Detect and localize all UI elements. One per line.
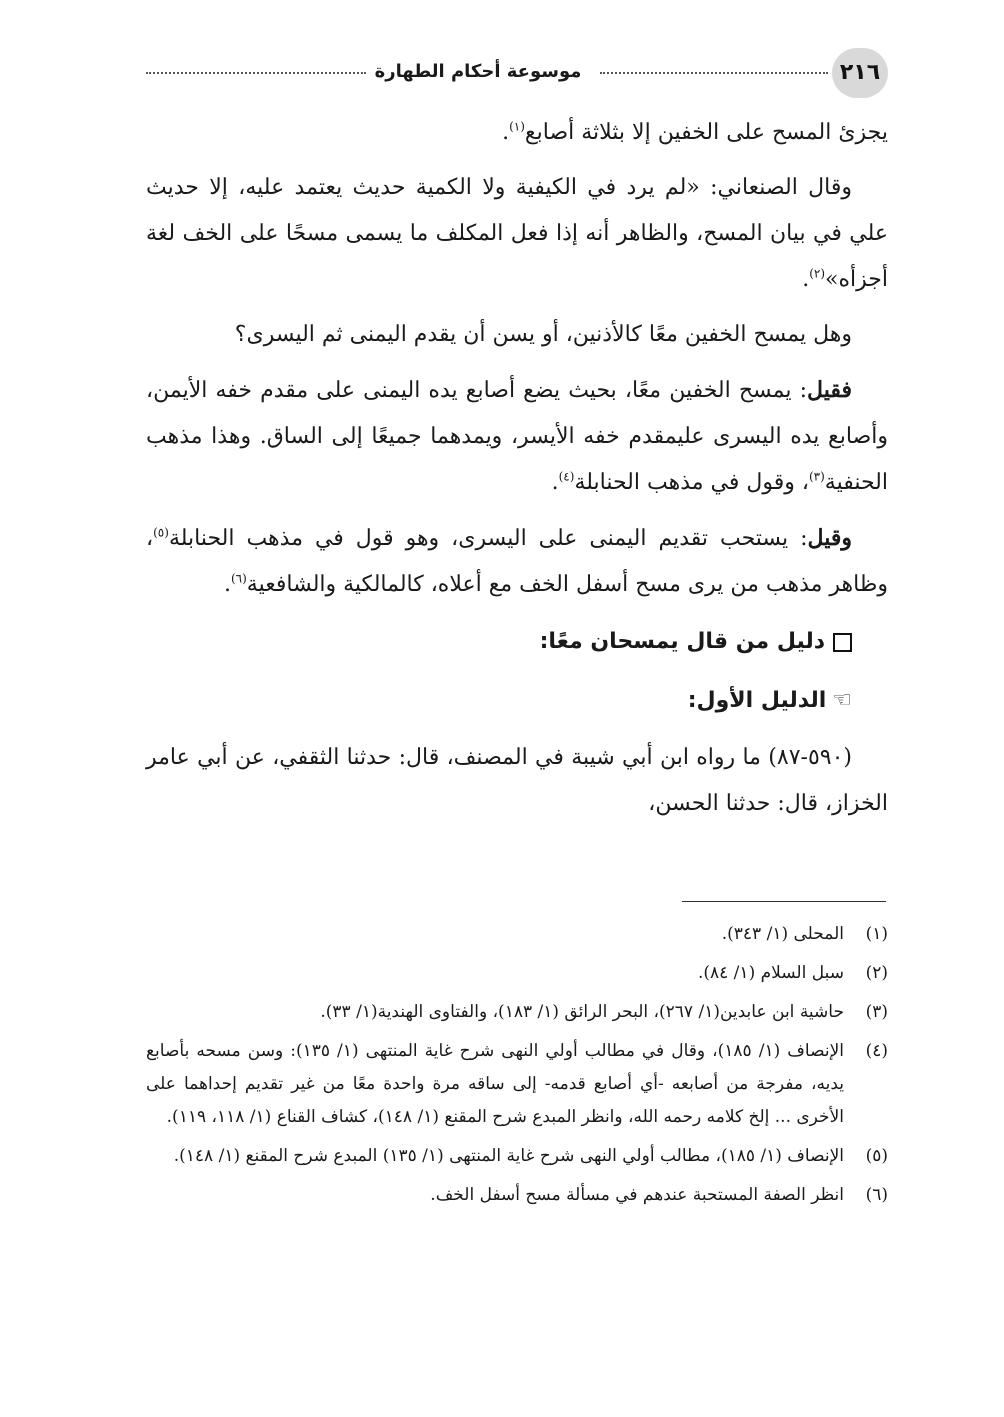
footnote-number: (٢) <box>865 963 888 983</box>
header-dotted-rule-left <box>146 72 366 74</box>
paragraph-6: (٥٩٠-٨٧) ما رواه ابن أبي شيبة في المصنف، قال: حدثنا الثقفي، عن أبي عامر الخزاز، قال: حدثنا الحسن، <box>146 745 888 816</box>
book-title: موسوعة أحكام الطهارة <box>374 61 582 82</box>
main-text <box>146 110 888 836</box>
section-heading: دليل من قال يمسحان معًا: <box>146 617 888 667</box>
footnotes <box>146 918 888 1218</box>
footnote-text: حاشية ابن عابدين(١/ ٢٦٧)، البحر الرائق (١/ ١٨٣)، والفتاوى الهندية(١/ ٣٣). <box>320 1002 844 1022</box>
footnote-item <box>146 918 888 951</box>
footnote-item <box>146 1035 888 1134</box>
paragraph-2: وقال الصنعاني: «لم يرد في الكيفية ولا الكمية حديث يعتمد عليه، إلا حديث علي في بيان المسح، والظاهر أنه إذا فعل المكلف ما يسمى مسحًا على الخف لغة أجزأه»$^{(٢)}$. <box>146 175 888 292</box>
footnote-ref-2[interactable]: (٢) <box>809 266 826 281</box>
footnote-item <box>146 996 888 1029</box>
paragraph-3: وهل يمسح الخفين معًا كالأذنين، أو يسن أن يقدم اليمنى ثم اليسرى؟ <box>234 322 852 347</box>
checkbox-square-icon <box>833 633 852 652</box>
paragraph-5: وقيل: يستحب تقديم اليمنى على اليسرى، وهو قول في مذهب الحنابلة$^{(٥)}$، وظاهر مذهب من يرى مسح أسفل الخف مع أعلاه، كالمالكية والشافعية$^{(٦)}$. <box>146 525 888 597</box>
paragraph-4: فقيل: يمسح الخفين معًا، بحيث يضع أصابع يده اليمنى على مقدم خفه الأيمن، وأصابع يده اليسرى عليمقدم خفه الأيسر، ويمدهما جميعًا إلى الساق. وهذا مذهب الحنفية$^{(٣)}$، وقول في مذهب الحنابلة$^{(٤)}$. <box>146 377 888 495</box>
footnote-number: (٦) <box>865 1185 888 1205</box>
footnote-separator <box>682 901 886 902</box>
footnote-ref-6[interactable]: (٦) <box>230 571 247 586</box>
footnote-ref-5[interactable]: (٥) <box>153 525 169 540</box>
footnote-text: انظر الصفة المستحبة عندهم في مسألة مسح أسفل الخف. <box>430 1185 844 1205</box>
opinion-lead: فقيل <box>807 377 852 403</box>
footnote-text: سبل السلام (١/ ٨٤). <box>697 963 844 983</box>
footnote-item <box>146 1179 888 1212</box>
footnote-item <box>146 1140 888 1173</box>
footnote-ref-1[interactable]: (١) <box>509 119 525 134</box>
footnote-ref-4[interactable]: (٤) <box>558 469 575 484</box>
subsection-heading: ☜الدليل الأول: <box>146 676 888 726</box>
footnote-number: (١) <box>865 924 888 944</box>
footnote-text: المحلى (١/ ٣٤٣). <box>721 924 844 944</box>
footnote-number: (٣) <box>865 1002 888 1022</box>
pointing-hand-icon: ☜ <box>832 688 852 713</box>
footnote-number: (٥) <box>865 1146 888 1166</box>
footnote-item <box>146 957 888 990</box>
footnote-text: الإنصاف (١/ ١٨٥)، مطالب أولي النهى شرح غاية المنتهى (١/ ١٣٥) المبدع شرح المقنع (١/ ١٤٨). <box>173 1146 844 1166</box>
footnote-ref-3[interactable]: (٣) <box>808 469 825 484</box>
opinion-lead: وقيل <box>807 525 852 551</box>
paragraph-1: يجزئ المسح على الخفين إلا بثلاثة أصابع$^{(١)}$. <box>502 119 888 145</box>
header-dotted-rule-right <box>600 72 828 74</box>
footnote-text: الإنصاف (١/ ١٨٥)، وقال في مطالب أولي النهى شرح غاية المنتهى (١/ ١٣٥): وسن مسحه بأصابع يديه، مفرجة من أصابعه -أي أصابع قدمه- إلى ساقه مرة واحدة معًا من غير تقديم إحداهما على الأخرى ... إلخ كلامه رحمه الله، وانظر المبدع شرح المقنع (١/ ١٤٨)، كشاف القناع (١/ ١١٨، ١١٩). <box>146 1041 845 1127</box>
footnote-number: (٤) <box>865 1041 888 1061</box>
page-header <box>146 48 888 98</box>
page-number: ٢١٦ <box>832 48 888 98</box>
